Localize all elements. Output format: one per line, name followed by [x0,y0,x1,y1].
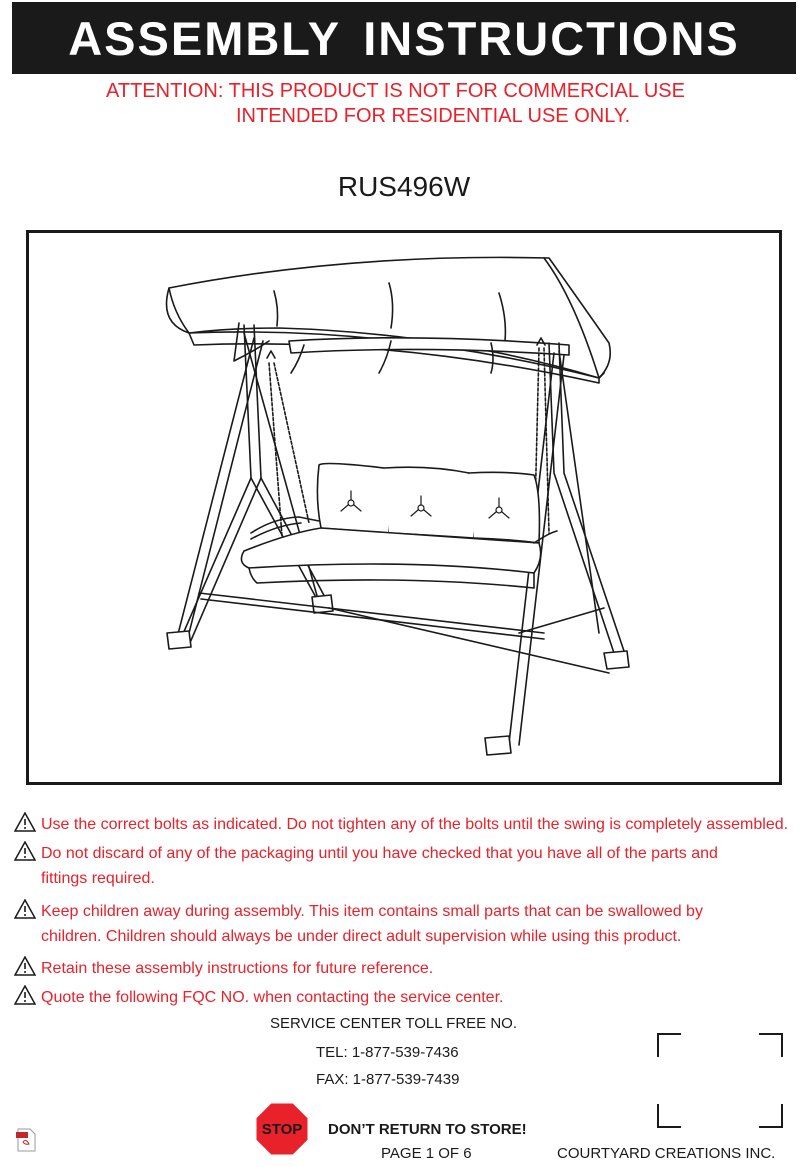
warning-item [14,956,433,978]
fqc-box-corner [657,1033,681,1057]
warning-text: Retain these assembly instructions for future reference. [41,960,434,977]
title-banner [12,2,796,74]
warning-triangle-icon [14,841,36,861]
warning-text: Quote the following FQC NO. when contacting the service center. [41,989,504,1006]
warning-text: Do not discard of any of the packaging until you have checked that you have all of the parts and [41,845,718,862]
pdf-icon [15,1128,37,1152]
warning-text-continued: children. Children should always be under direct adult supervision while using this product. [41,928,682,945]
warning-text: Keep children away during assembly. This item contains small parts that can be swallowed by [41,903,703,920]
tel-number: TEL: 1-877-539-7436 [316,1044,459,1061]
fqc-box-corner [759,1104,783,1128]
product-figure [26,230,782,785]
warning-item [14,841,718,863]
service-center-label: SERVICE CENTER TOLL FREE NO. [270,1015,518,1032]
warning-triangle-icon [14,985,36,1005]
warning-item [14,985,503,1007]
page-title: ASSEMBLY INSTRUCTIONS [68,11,740,65]
attention-line-1: ATTENTION: THIS PRODUCT IS NOT FOR COMMERCIAL USE [106,80,685,102]
fax-number: FAX: 1-877-539-7439 [316,1071,460,1088]
dont-return-notice: DON’T RETURN TO STORE! [328,1121,527,1138]
warning-triangle-icon [14,812,36,832]
attention-line-2: INTENDED FOR RESIDENTIAL USE ONLY. [236,105,631,127]
warning-item [14,899,703,921]
warning-item [14,812,788,834]
porch-swing-icon [29,233,779,782]
warning-text: Use the correct bolts as indicated. Do not tighten any of the bolts until the swing is completely assembled. [41,816,789,833]
model-number: RUS496W [337,171,471,202]
fqc-box-corner [657,1104,681,1128]
fqc-box-corner [759,1033,783,1057]
warning-triangle-icon [14,899,36,919]
warning-text-continued: fittings required. [41,870,155,887]
page-number: PAGE 1 OF 6 [381,1145,472,1162]
company-name: COURTYARD CREATIONS INC. [557,1145,776,1162]
stop-label: STOP [261,1120,303,1138]
stop-sign [255,1102,309,1156]
warning-triangle-icon [14,956,36,976]
